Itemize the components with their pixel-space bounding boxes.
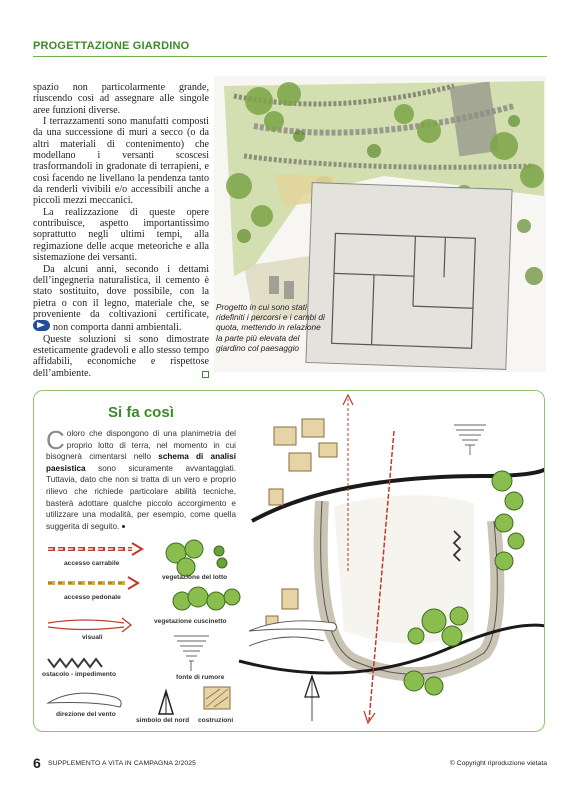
accesso-carrabile-symbol (48, 543, 142, 555)
accesso-pedonale-symbol (48, 577, 138, 589)
legend-label: fonte di rumore (176, 674, 225, 681)
legend-label: visuali (82, 634, 103, 641)
figure-caption: Progetto in cui sono stati ridefiniti i percorsi e i cambi di quota, mettendo in relazione la parte più elevata del giardino col paesaggio (216, 302, 325, 353)
publication-name: SUPPLEMENTO A VITA IN CAMPAGNA 2/2025 (48, 760, 196, 767)
legend-label: vegetazione del lotto (162, 574, 228, 581)
article-paragraph: spazio non particolarmente grande, riuscendo così ad assegnare alle singole aree funzioni diverse. (33, 82, 209, 116)
legend-label: direzione del vento (56, 711, 116, 718)
drop-cap: C (46, 425, 65, 455)
article-paragraph: La realizzazione di queste opere contribuisce, aspetto importantissimo soprattutto negli ultimi tempi, alla regimazione delle acque meteoriche e alla sistemazione dei versanti. (33, 206, 209, 264)
box-text-part: oloro che dispongono di una planimetria del proprio lotto di terra, nel momento in cui bisognerà cimentarsi nello (46, 429, 236, 462)
vegetazione-cuscinetto-symbol (173, 587, 240, 610)
legend-label: ostacolo - impedimento (42, 671, 117, 678)
legend-label: costruzioni (198, 717, 234, 724)
header-divider (33, 56, 547, 57)
box-text-part: sono sicuramente avvantaggiati. Tuttavia, dato che non si tratta di un vero e proprio rilievo che richiede particolare abilità tecniche, basterà adottare qualche piccolo accorgimento e utilizzare una modalità, per esempio, come quella suggerita di seguito. (46, 463, 236, 531)
vento-symbol (48, 693, 121, 707)
legend-label: accesso carrabile (64, 560, 120, 567)
schema-map (239, 395, 545, 723)
article-column (33, 82, 209, 379)
legend-label: vegetazione cuscinetto (154, 618, 227, 625)
copyright-notice: © Copyright riproduzione vietata (449, 760, 547, 767)
article-paragraph (33, 264, 209, 334)
article-text: non comporta danni ambientali. (53, 322, 182, 334)
arrow-right-icon (33, 320, 50, 331)
legend-label: simbolo del nord (136, 717, 190, 724)
article-text: Queste soluzioni si sono dimostrate esteticamente gradevoli e allo stesso tempo affidabili, economiche e rispettose dell’ambiente. (33, 333, 209, 379)
box-title: Si fa così (108, 404, 174, 421)
vegetazione-lotto-symbol (166, 540, 227, 576)
page-number: 6 (33, 755, 41, 771)
section-header: PROGETTAZIONE GIARDINO (33, 40, 190, 52)
article-text: Da alcuni anni, secondo i dettami dell’ingegneria naturalistica, il cemento è stato sostituito, dove possibile, con la pietra o con il legno, materiale che, se proveniente da coltivazioni certificate, (33, 263, 209, 320)
nord-symbol (159, 691, 173, 714)
box-text-bold: schema di analisi paesistica (46, 452, 237, 473)
ostacolo-symbol (48, 659, 102, 667)
article-paragraph (33, 334, 209, 379)
article-paragraph: I terrazzamenti sono manufatti composti da una successione di muri a secco (o da altri materiali di contenimento) che modellano i versanti scoscesi trasformandoli in gradonate di terrapieni, e così facendo ne livellano la pendenza tanto da renderli vivibili e/o accessibili anche a piccoli mezzi meccanici. (33, 116, 209, 207)
end-mark-icon (202, 371, 209, 378)
how-to-box (33, 390, 545, 732)
legend-label: accesso pedonale (64, 594, 121, 601)
visuali-symbol (48, 618, 131, 632)
fonte-rumore-symbol (174, 636, 209, 671)
